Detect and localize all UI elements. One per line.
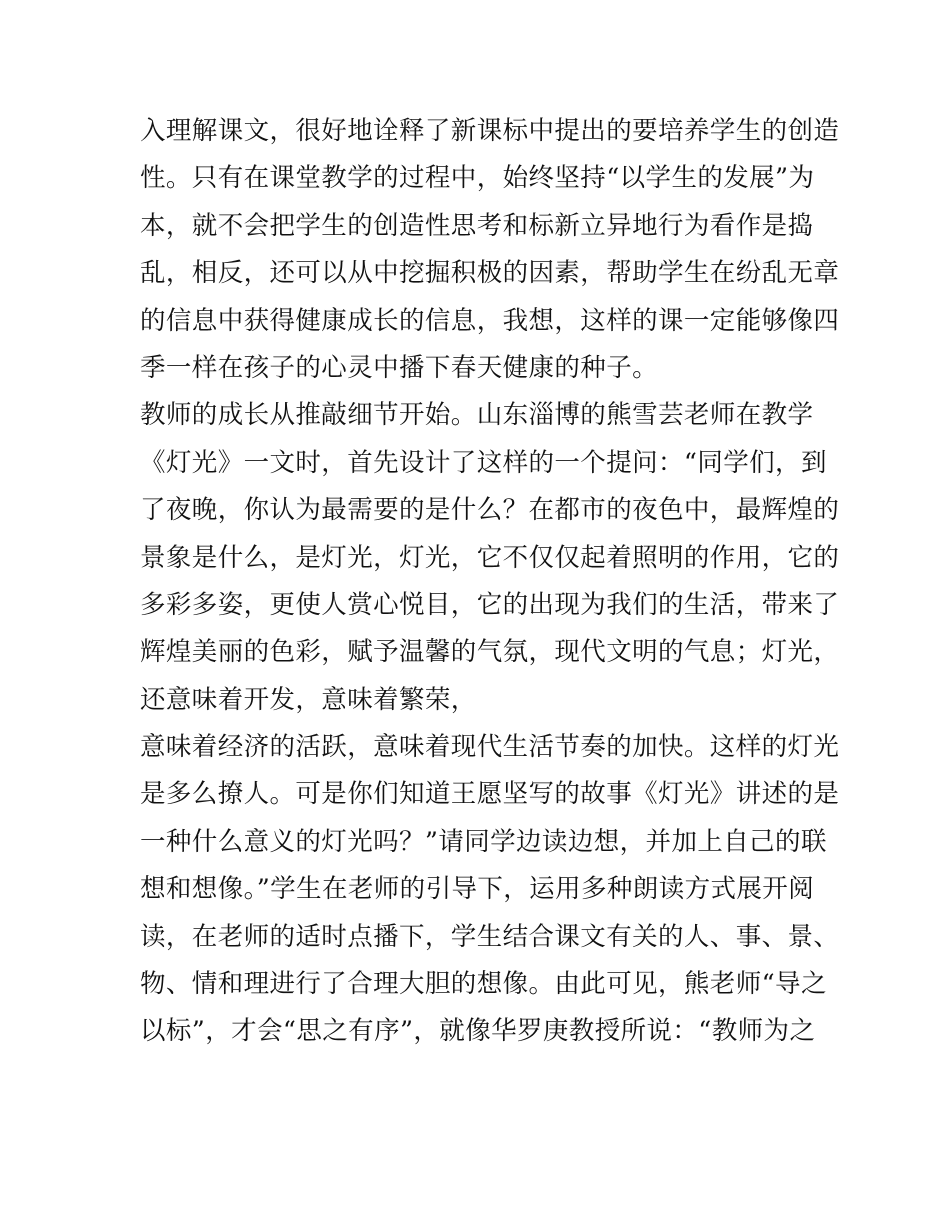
text-line: 读，在老师的适时点播下，学生结合课文有关的人、事、景、 [140, 921, 840, 952]
text-line: 乱，相反，还可以从中挖掘积极的因素，帮助学生在纷乱无章 [140, 258, 840, 289]
text-line: 是多么撩人。可是你们知道王愿坚写的故事《灯光》讲述的是 [140, 779, 840, 810]
text-line: 本，就不会把学生的创造性思考和标新立异地行为看作是捣 [140, 210, 814, 241]
text-line: 的信息中获得健康成长的信息，我想，这样的课一定能够像四 [140, 305, 840, 336]
text-line: 想和想像。”学生在老师的引导下，运用多种朗读方式展开阅 [140, 874, 815, 905]
text-line: 以标”，才会“思之有序”，就像华罗庚教授所说：“教师为之 [140, 1016, 816, 1047]
text-line: 教师的成长从推敲细节开始。山东淄博的熊雪芸老师在教学 [140, 400, 814, 431]
text-line: 多彩多姿，更使人赏心悦目，它的出现为我们的生活，带来了 [140, 589, 840, 620]
text-line: 意味着经济的活跃，意味着现代生活节奏的加快。这样的灯光 [140, 732, 840, 763]
text-line: 物、情和理进行了合理大胆的想像。由此可见，熊老师“导之 [140, 969, 827, 1000]
text-line: 季一样在孩子的心灵中播下春天健康的种子。 [140, 352, 659, 383]
text-line: 还意味着开发，意味着繁荣， [140, 684, 477, 715]
text-line: 性。只有在课堂教学的过程中，始终坚持“以学生的发展”为 [140, 163, 815, 194]
text-line: 景象是什么，是灯光，灯光，它不仅仅起着照明的作用，它的 [140, 542, 840, 573]
text-line: 《灯光》一文时，首先设计了这样的一个提问：“同学们，到 [140, 447, 827, 478]
body-text [140, 108, 840, 1056]
text-line: 一种什么意义的灯光吗？”请同学边读边想，并加上自己的联 [140, 826, 827, 857]
text-line: 了夜晚，你认为最需要的是什么？在都市的夜色中，最辉煌的 [140, 495, 840, 526]
text-line: 入理解课文，很好地诠释了新课标中提出的要培养学生的创造 [140, 116, 840, 146]
text-line: 辉煌美丽的色彩，赋予温馨的气氛，现代文明的气息；灯光， [140, 637, 840, 668]
